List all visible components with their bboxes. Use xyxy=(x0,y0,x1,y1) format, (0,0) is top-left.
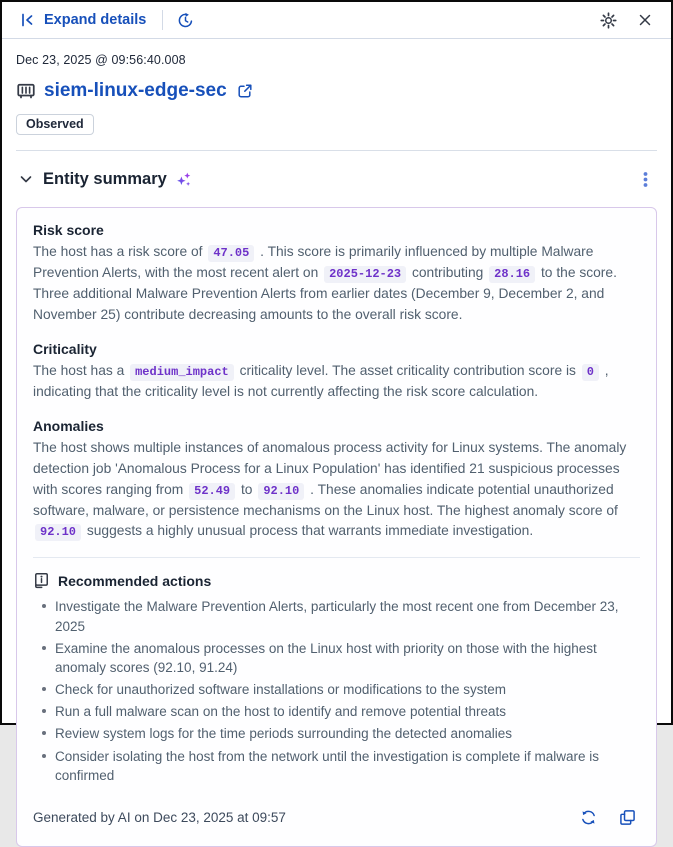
storage-icon xyxy=(16,81,36,101)
recommended-actions-list xyxy=(33,597,640,784)
code-value: 0 xyxy=(582,364,599,381)
expand-details-button[interactable] xyxy=(14,8,152,32)
entity-summary-header xyxy=(16,167,657,192)
code-value: 52.49 xyxy=(189,483,235,500)
code-value: 92.10 xyxy=(35,524,81,541)
recommended-action-item: Examine the anomalous processes on the Linux host with priority on those with the highest anomaly scores (92.10, 91.24) xyxy=(39,639,640,677)
panel-divider xyxy=(33,557,640,558)
clock-history-icon[interactable] xyxy=(173,8,198,33)
code-value: 2025-12-23 xyxy=(324,266,406,283)
event-timestamp: Dec 23, 2025 @ 09:56:40.008 xyxy=(16,53,186,67)
external-link-icon[interactable] xyxy=(235,81,255,101)
ai-summary-panel xyxy=(16,207,657,847)
chevron-down-icon[interactable] xyxy=(16,169,36,189)
summary-sections xyxy=(33,222,640,543)
summary-section xyxy=(33,418,640,543)
code-value: medium_impact xyxy=(130,364,234,381)
recommended-action-item: Run a full malware scan on the host to identify and remove potential threats xyxy=(39,702,640,721)
more-actions-icon[interactable] xyxy=(634,167,657,192)
flyout-body xyxy=(2,39,671,847)
recommended-action-item: Consider isolating the host from the network until the investigation is complete if malware is confirmed xyxy=(39,747,640,785)
host-title-row xyxy=(16,80,657,103)
code-value: 28.16 xyxy=(489,266,535,283)
section-heading: Criticality xyxy=(33,340,97,357)
summary-section xyxy=(33,222,640,326)
expand-details-label: Expand details xyxy=(44,12,147,28)
observed-badge: Observed xyxy=(16,114,94,135)
host-name[interactable]: siem-linux-edge-sec xyxy=(44,80,227,101)
entity-summary-title: Entity summary xyxy=(43,169,167,188)
header-divider xyxy=(16,150,657,151)
section-paragraph: The host has a risk score of 47.05 . This score is primarily influenced by multiple Malware Prevention Alerts, with the most recent alert on 2025-12-23 contributing 28.16 to the score. Three additional Malware Prevention Alerts from earlier dates (December 9, December 2, and November 25) contribute decreasing amounts to the overall risk score. xyxy=(33,243,617,322)
recommended-actions-header xyxy=(33,572,640,589)
arrow-start-icon xyxy=(20,12,36,28)
flyout-header-bar xyxy=(2,2,671,39)
topbar-divider xyxy=(162,10,163,30)
regenerate-icon[interactable] xyxy=(576,805,601,830)
section-heading: Risk score xyxy=(33,221,104,238)
recommended-actions-title: Recommended actions xyxy=(58,572,212,589)
copy-icon[interactable] xyxy=(615,805,640,830)
sparkles-icon xyxy=(174,170,193,189)
section-heading: Anomalies xyxy=(33,417,104,434)
gear-icon[interactable] xyxy=(596,8,621,33)
section-paragraph: The host shows multiple instances of anomalous process activity for Linux systems. The anomaly detection job 'Anomalous Process for a Linux Population' has identified 21 suspicious processes with scores ranging from 52.49 to 92.10 . These anomalies indicate potential unauthorized software, malware, or persistence mechanisms on the Linux host. The highest anomaly score of 92.10 suggests a highly unusual process that warrants immediate investigation. xyxy=(33,439,627,540)
code-value: 47.05 xyxy=(208,245,254,262)
recommended-action-item: Investigate the Malware Prevention Alerts, particularly the most recent one from December 23, 2025 xyxy=(39,597,640,635)
generated-by-text: Generated by AI on Dec 23, 2025 at 09:57 xyxy=(33,809,286,825)
close-icon[interactable] xyxy=(633,8,657,32)
section-paragraph: The host has a medium_impact criticality level. The asset criticality contribution score is 0 , indicating that the criticality level is not currently affecting the risk score calculation. xyxy=(33,362,609,399)
documentation-icon xyxy=(33,572,50,589)
code-value: 92.10 xyxy=(258,483,304,500)
summary-section xyxy=(33,341,640,403)
recommended-action-item: Check for unauthorized software installations or modifications to the system xyxy=(39,680,640,699)
recommended-action-item: Review system logs for the time periods surrounding the detected anomalies xyxy=(39,724,640,743)
panel-footer xyxy=(33,805,640,830)
